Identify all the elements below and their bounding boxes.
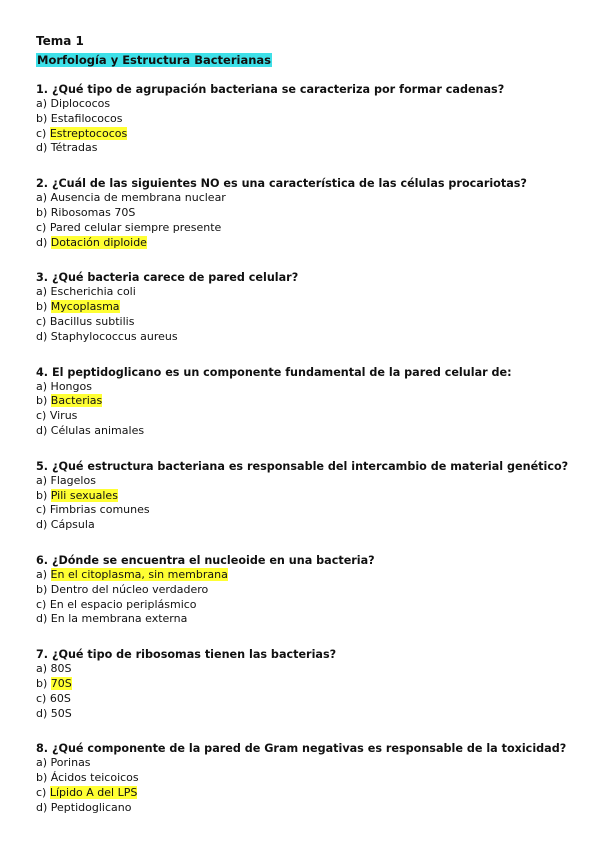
answer-option	[36, 285, 576, 300]
option-letter: c)	[36, 409, 47, 423]
option-letter: b)	[36, 676, 48, 690]
option-text-highlighted: 70S	[50, 676, 72, 690]
question-block	[36, 553, 576, 627]
option-letter: a)	[36, 662, 48, 676]
option-letter: c)	[36, 126, 47, 140]
answer-option	[36, 707, 576, 722]
option-text: Porinas	[50, 756, 91, 770]
document-subtitle	[36, 53, 576, 68]
answer-option	[36, 394, 576, 409]
option-letter: a)	[36, 756, 48, 770]
question-number: 7	[36, 648, 44, 662]
question-number-separator: .	[43, 177, 52, 191]
question-number-separator: .	[43, 553, 52, 567]
question-number: 5	[36, 459, 44, 473]
option-letter: c)	[36, 597, 47, 611]
question-block	[36, 459, 576, 533]
question-prompt: ¿Qué tipo de agrupación bacteriana se caracteriza por formar cadenas?	[51, 83, 505, 96]
answer-option	[36, 612, 576, 627]
option-text: Dentro del núcleo verdadero	[50, 582, 209, 596]
question-list	[36, 82, 576, 816]
option-letter: a)	[36, 473, 48, 487]
answer-option	[36, 127, 576, 142]
option-text: Tétradas	[50, 141, 98, 155]
option-letter: d)	[36, 612, 48, 626]
option-text-highlighted: Bacterias	[50, 394, 103, 408]
option-text-highlighted: En el citoplasma, sin membrana	[50, 567, 228, 581]
answer-option	[36, 221, 576, 236]
answer-option	[36, 598, 576, 613]
answer-option	[36, 191, 576, 206]
option-text-highlighted: Mycoplasma	[50, 300, 120, 314]
question-number-separator: .	[43, 742, 52, 756]
option-text: Hongos	[50, 379, 92, 393]
document-heading: Tema 1	[36, 34, 84, 48]
question-block	[36, 647, 576, 721]
question-prompt: ¿Qué componente de la pared de Gram negativas es responsable de la toxicidad?	[51, 742, 567, 756]
question-number-separator: .	[43, 83, 52, 96]
question-prompt: ¿Qué estructura bacteriana es responsable del intercambio de material genético?	[51, 459, 569, 473]
answer-option	[36, 801, 576, 816]
question-number: 8	[36, 742, 44, 756]
answer-option	[36, 503, 576, 518]
option-text: Diplococos	[50, 97, 111, 110]
option-text-highlighted: Estreptococos	[49, 126, 128, 140]
answer-option	[36, 786, 576, 801]
question-number: 1	[36, 83, 44, 96]
option-letter: d)	[36, 235, 48, 249]
option-letter: b)	[36, 394, 48, 408]
option-letter: b)	[36, 300, 48, 314]
option-text: Pared celular siempre presente	[49, 220, 222, 234]
option-text: Peptidoglicano	[50, 800, 132, 814]
answer-option	[36, 97, 576, 112]
question-block	[36, 365, 576, 439]
option-text: Cápsula	[50, 518, 95, 532]
option-text: Staphylococcus aureus	[50, 329, 178, 343]
answer-option	[36, 677, 576, 692]
option-text: Estafilococos	[50, 111, 123, 125]
option-letter: b)	[36, 205, 48, 219]
question-text	[36, 647, 576, 662]
question-text	[36, 553, 576, 568]
option-letter: d)	[36, 706, 48, 720]
question-text	[36, 82, 576, 97]
question-prompt: El peptidoglicano es un componente fundamental de la pared celular de:	[51, 365, 512, 379]
option-letter: b)	[36, 771, 48, 785]
question-prompt: ¿Cuál de las siguientes NO es una característica de las células procariotas?	[51, 177, 527, 191]
question-text	[36, 176, 576, 191]
option-letter: d)	[36, 329, 48, 343]
option-letter: d)	[36, 141, 48, 155]
answer-option	[36, 300, 576, 315]
option-letter: a)	[36, 567, 48, 581]
option-text: Escherichia coli	[50, 285, 136, 299]
option-text: Células animales	[50, 423, 145, 437]
option-text: Flagelos	[50, 473, 96, 487]
question-number: 3	[36, 271, 44, 285]
question-number-separator: .	[43, 648, 52, 662]
option-text: Ribosomas 70S	[50, 205, 136, 219]
answer-option	[36, 771, 576, 786]
question-prompt: ¿Qué tipo de ribosomas tienen las bacterias?	[51, 648, 337, 662]
answer-option	[36, 583, 576, 598]
option-text: 50S	[50, 706, 72, 720]
answer-option	[36, 315, 576, 330]
answer-option	[36, 112, 576, 127]
option-text-highlighted: Pili sexuales	[50, 488, 118, 502]
option-letter: d)	[36, 423, 48, 437]
option-letter: b)	[36, 488, 48, 502]
answer-option	[36, 489, 576, 504]
option-text: Ausencia de membrana nuclear	[50, 191, 226, 205]
option-text: Fimbrias comunes	[49, 503, 150, 517]
document-page	[36, 34, 576, 816]
question-number-separator: .	[43, 271, 52, 285]
answer-option	[36, 692, 576, 707]
question-text	[36, 459, 576, 474]
question-prompt: ¿Dónde se encuentra el nucleoide en una bacteria?	[51, 553, 375, 567]
question-block	[36, 82, 576, 156]
option-letter: c)	[36, 314, 47, 328]
question-number-separator: .	[43, 365, 52, 379]
answer-option	[36, 756, 576, 771]
option-letter: a)	[36, 97, 48, 110]
option-text-highlighted: Lípido A del LPS	[49, 785, 138, 799]
option-letter: c)	[36, 785, 47, 799]
answer-option	[36, 518, 576, 533]
question-number: 6	[36, 553, 44, 567]
question-number: 4	[36, 365, 44, 379]
answer-option	[36, 206, 576, 221]
question-number: 2	[36, 177, 44, 191]
answer-option	[36, 568, 576, 583]
answer-option	[36, 409, 576, 424]
option-letter: c)	[36, 220, 47, 234]
answer-option	[36, 380, 576, 395]
option-text: Bacillus subtilis	[49, 314, 135, 328]
option-letter: d)	[36, 518, 48, 532]
question-block	[36, 176, 576, 250]
answer-option	[36, 141, 576, 156]
question-block	[36, 270, 576, 344]
question-text	[36, 270, 576, 285]
option-letter: c)	[36, 503, 47, 517]
option-text: En la membrana externa	[50, 612, 188, 626]
answer-option	[36, 474, 576, 489]
question-number-separator: .	[43, 459, 52, 473]
option-text: En el espacio periplásmico	[49, 597, 197, 611]
option-text: 60S	[49, 691, 71, 705]
question-block	[36, 741, 576, 815]
question-text	[36, 365, 576, 380]
subtitle-highlight: Morfología y Estructura Bacterianas	[37, 53, 271, 67]
option-letter: a)	[36, 379, 48, 393]
question-prompt: ¿Qué bacteria carece de pared celular?	[51, 271, 299, 285]
answer-option	[36, 236, 576, 251]
option-letter: a)	[36, 191, 48, 205]
option-text: 80S	[50, 662, 72, 676]
option-letter: c)	[36, 691, 47, 705]
option-letter: b)	[36, 582, 48, 596]
option-letter: b)	[36, 111, 48, 125]
option-text-highlighted: Dotación diploide	[50, 235, 147, 249]
option-letter: a)	[36, 285, 48, 299]
option-text: Virus	[49, 409, 78, 423]
answer-option	[36, 424, 576, 439]
answer-option	[36, 330, 576, 345]
question-text	[36, 741, 576, 756]
answer-option	[36, 662, 576, 677]
option-text: Ácidos teicoicos	[50, 771, 139, 785]
option-letter: d)	[36, 800, 48, 814]
